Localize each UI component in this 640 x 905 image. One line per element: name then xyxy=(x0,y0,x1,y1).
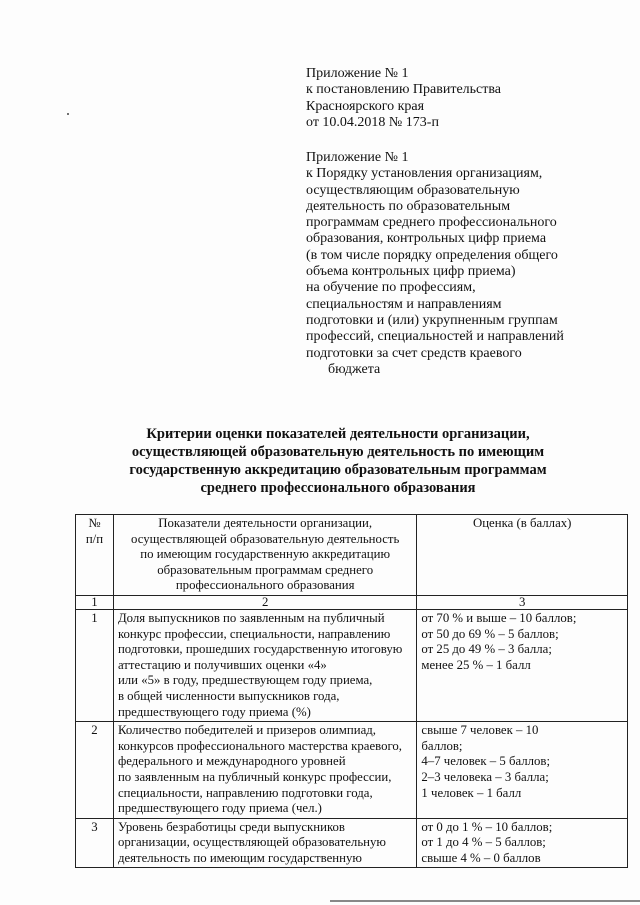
header-indicators: Показатели деятельности организации, осуществляющей образовательную деятельность по имеющим государственную аккредитацию образовательным программам среднего профессионального образования xyxy=(113,515,416,596)
appendix-line: осуществляющим образовательную xyxy=(306,182,520,198)
column-number: 3 xyxy=(417,595,628,609)
header-score: Оценка (в баллах) xyxy=(417,515,628,596)
row-number: 3 xyxy=(76,818,114,867)
header-number: № п/п xyxy=(76,515,114,596)
appendix-line: к постановлению Правительства xyxy=(306,82,502,98)
appendix-line: от 10.04.2018 № 173-п xyxy=(306,114,439,130)
document-title xyxy=(60,425,616,497)
appendix-line: деятельность по образовательным xyxy=(306,198,511,214)
appendix-header-government xyxy=(306,66,606,131)
appendix-line: Красноярского края xyxy=(306,98,425,114)
appendix-line: на обучение по профессиям, xyxy=(306,280,476,296)
appendix-line: бюджета xyxy=(328,361,381,377)
row-number: 1 xyxy=(76,609,114,721)
title-line: осуществляющей образовательную деятельность по имеющим xyxy=(131,444,545,460)
appendix-line: подготовки за счет средств краевого xyxy=(306,345,522,361)
column-number: 1 xyxy=(76,595,114,609)
criteria-table xyxy=(75,514,628,868)
appendix-line: программам среднего профессионального xyxy=(306,215,557,231)
score-cell: от 0 до 1 % – 10 баллов; от 1 до 4 % – 5 баллов; свыше 4 % – 0 баллов xyxy=(417,818,628,867)
table-row xyxy=(76,609,628,721)
table-numbering-row xyxy=(76,595,628,609)
appendix-line: специальностям и направлениям xyxy=(306,296,502,312)
appendix-line: к Порядку установления организациям, xyxy=(306,166,543,182)
indicator-cell: Доля выпускников по заявленным на публичный конкурс профессии, специальности, направлению подготовки, прошедших государственную итоговую аттестацию и получивших оценки «4» или «5» в году, предшествующем году приема, в общей численности выпускников года, предшествующего году приема (%) xyxy=(113,609,416,721)
indicator-cell: Количество победителей и призеров олимпиад, конкурсов профессионального мастерства краевого, федерального и международного уровней по заявленным на публичный конкурс профессии, специальности, направлению подготовки года, предшествующего году приема (чел.) xyxy=(113,722,416,819)
appendix-line: Приложение № 1 xyxy=(306,66,409,81)
appendix-line: (в том числе порядку определения общего xyxy=(306,247,558,263)
scan-speck xyxy=(67,113,69,115)
table-row xyxy=(76,818,628,867)
score-cell: от 70 % и выше – 10 баллов; от 50 до 69 % – 5 баллов; от 25 до 49 % – 3 балла; менее 25 % – 1 балл xyxy=(417,609,628,721)
indicator-cell: Уровень безработицы среди выпускников организации, осуществляющей образовательную деятельность по имеющим государственную xyxy=(113,818,416,867)
appendix-line: профессий, специальностей и направлений xyxy=(306,329,564,345)
appendix-header-procedure xyxy=(306,150,606,378)
table-header-row xyxy=(76,515,628,596)
title-line: государственную аккредитацию образовательным программам xyxy=(129,462,547,478)
column-number: 2 xyxy=(113,595,416,609)
appendix-line: подготовки и (или) укрупненным группам xyxy=(306,312,558,328)
appendix-line: образования, контрольных цифр приема xyxy=(306,231,547,247)
row-number: 2 xyxy=(76,722,114,819)
title-line: среднего профессионального образования xyxy=(200,480,476,496)
table-row xyxy=(76,722,628,819)
appendix-line: объема контрольных цифр приема) xyxy=(306,264,516,280)
appendix-line: Приложение № 1 xyxy=(306,150,409,165)
scan-edge-line xyxy=(330,900,640,902)
score-cell: свыше 7 человек – 10 баллов; 4–7 человек – 5 баллов; 2–3 человека – 3 балла; 1 человек – 1 балл xyxy=(417,722,628,819)
title-line: Критерии оценки показателей деятельности организации, xyxy=(146,426,530,442)
